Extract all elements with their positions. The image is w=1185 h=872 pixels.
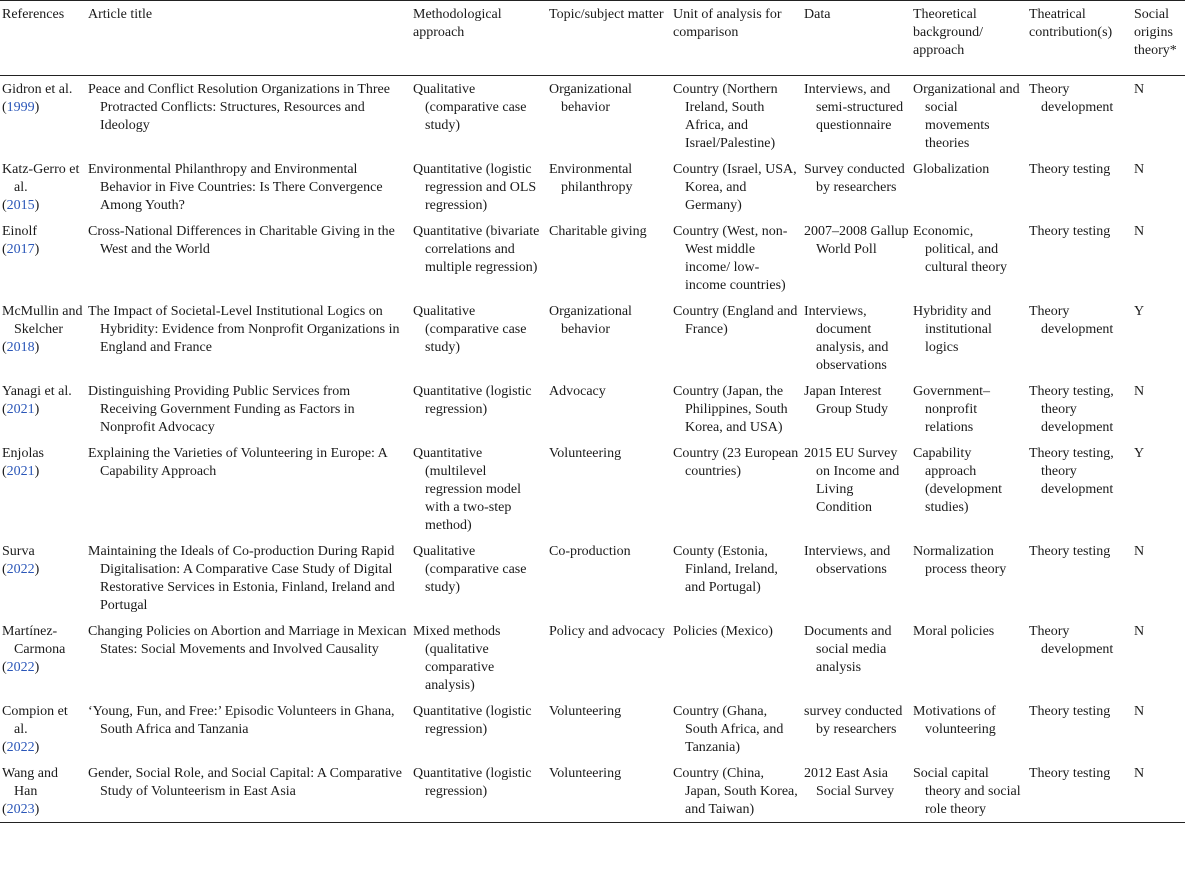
social-origins-flag: N bbox=[1134, 766, 1145, 781]
reference-year-link[interactable]: 2022 bbox=[6, 660, 35, 675]
data-text: 2012 East Asia Social Survey bbox=[804, 766, 895, 799]
method-text: Quantitative (logistic regression) bbox=[413, 766, 532, 799]
contribution-text: Theory testing bbox=[1029, 162, 1111, 177]
method-cell bbox=[411, 440, 547, 538]
data-text: Documents and social media analysis bbox=[804, 624, 892, 675]
contribution-cell bbox=[1027, 156, 1132, 218]
contribution-cell bbox=[1027, 618, 1132, 698]
reference-cell bbox=[0, 298, 86, 378]
article-title: Peace and Conflict Resolution Organizations in Three Protracted Conflicts: Structures, Resources and Ideology bbox=[88, 82, 390, 133]
data-text: Interviews, and observations bbox=[804, 544, 891, 577]
contribution-cell bbox=[1027, 76, 1132, 157]
table-row bbox=[0, 698, 1185, 760]
social-origins-cell bbox=[1132, 378, 1185, 440]
data-cell bbox=[802, 76, 911, 157]
contribution-text: Theory testing bbox=[1029, 544, 1111, 559]
reference-cell bbox=[0, 76, 86, 157]
method-text: Qualitative (comparative case study) bbox=[413, 304, 527, 355]
method-cell bbox=[411, 76, 547, 157]
reference-text: Compion et al. (2022) bbox=[2, 704, 68, 755]
article-title-cell bbox=[86, 618, 411, 698]
reference-year-link[interactable]: 2023 bbox=[6, 802, 35, 817]
theory-text: Organizational and social movements theories bbox=[913, 82, 1020, 151]
social-origins-cell bbox=[1132, 538, 1185, 618]
topic-text: Organizational behavior bbox=[549, 304, 632, 337]
social-origins-cell bbox=[1132, 440, 1185, 538]
theory-text: Government–nonprofit relations bbox=[913, 384, 990, 435]
data-text: Interviews, and semi-structured questionnaire bbox=[804, 82, 904, 133]
table-row bbox=[0, 76, 1185, 157]
topic-cell bbox=[547, 378, 671, 440]
data-text: Survey conducted by researchers bbox=[804, 162, 905, 195]
reference-year-link[interactable]: 2021 bbox=[6, 464, 35, 479]
contribution-cell bbox=[1027, 760, 1132, 823]
unit-cell bbox=[671, 298, 802, 378]
article-title: Cross-National Differences in Charitable Giving in the West and the World bbox=[88, 224, 395, 257]
article-title-cell bbox=[86, 156, 411, 218]
unit-cell bbox=[671, 156, 802, 218]
table-row bbox=[0, 618, 1185, 698]
reference-text: Martínez-Carmona (2022) bbox=[2, 624, 66, 675]
reference-authors: Einolf bbox=[2, 224, 37, 239]
reference-authors: Wang and Han bbox=[2, 766, 59, 799]
article-title: The Impact of Societal-Level Institutional Logics on Hybridity: Evidence from Nonprofit Organizations in England and France bbox=[88, 304, 400, 355]
reference-text: Enjolas (2021) bbox=[2, 446, 44, 479]
article-title: Gender, Social Role, and Social Capital: A Comparative Study of Volunteerism in East Asia bbox=[88, 766, 402, 799]
contribution-cell bbox=[1027, 218, 1132, 298]
theory-text: Moral policies bbox=[913, 624, 995, 639]
article-title-cell bbox=[86, 760, 411, 823]
col-header-theory: Theoretical background/ approach bbox=[913, 7, 983, 58]
contribution-cell bbox=[1027, 298, 1132, 378]
theory-cell bbox=[911, 538, 1027, 618]
theory-cell bbox=[911, 378, 1027, 440]
reference-text: Einolf (2017) bbox=[2, 224, 40, 257]
social-origins-flag: Y bbox=[1134, 304, 1145, 319]
social-origins-flag: N bbox=[1134, 544, 1145, 559]
data-cell bbox=[802, 156, 911, 218]
method-text: Qualitative (comparative case study) bbox=[413, 544, 527, 595]
col-header-references: References bbox=[2, 7, 65, 22]
social-origins-cell bbox=[1132, 760, 1185, 823]
header-row bbox=[0, 1, 1185, 76]
article-title-cell bbox=[86, 298, 411, 378]
method-text: Mixed methods (qualitative comparative analysis) bbox=[413, 624, 501, 693]
contribution-cell bbox=[1027, 698, 1132, 760]
theory-text: Social capital theory and social role theory bbox=[913, 766, 1021, 817]
method-cell bbox=[411, 538, 547, 618]
reference-year-link[interactable]: 2022 bbox=[6, 562, 35, 577]
unit-text: Country (China, Japan, South Korea, and Taiwan) bbox=[673, 766, 798, 817]
reference-cell bbox=[0, 156, 86, 218]
theory-cell bbox=[911, 618, 1027, 698]
article-title: Environmental Philanthropy and Environmental Behavior in Five Countries: Is There Convergence Among Youth? bbox=[88, 162, 383, 213]
article-title-cell bbox=[86, 76, 411, 157]
article-title-cell bbox=[86, 378, 411, 440]
col-header-article-title: Article title bbox=[88, 7, 153, 22]
reference-authors: McMullin and Skelcher bbox=[2, 304, 83, 337]
contribution-text: Theory testing, theory development bbox=[1029, 446, 1114, 497]
method-cell bbox=[411, 218, 547, 298]
topic-text: Organizational behavior bbox=[549, 82, 632, 115]
article-title-cell bbox=[86, 698, 411, 760]
social-origins-flag: N bbox=[1134, 384, 1145, 399]
social-origins-flag: N bbox=[1134, 624, 1145, 639]
topic-cell bbox=[547, 156, 671, 218]
social-origins-cell bbox=[1132, 156, 1185, 218]
col-header-social-origins: Social origins theory* bbox=[1134, 7, 1177, 58]
contribution-text: Theory development bbox=[1029, 82, 1114, 115]
reference-text: Yanagi et al. (2021) bbox=[2, 384, 72, 417]
topic-cell bbox=[547, 538, 671, 618]
table-row bbox=[0, 538, 1185, 618]
topic-cell bbox=[547, 440, 671, 538]
topic-cell bbox=[547, 698, 671, 760]
reference-authors: Gidron et al. bbox=[2, 82, 73, 97]
theory-text: Hybridity and institutional logics bbox=[913, 304, 992, 355]
contribution-text: Theory testing bbox=[1029, 224, 1111, 239]
unit-text: Country (England and France) bbox=[673, 304, 798, 337]
data-text: Interviews, document analysis, and observations bbox=[804, 304, 889, 373]
unit-text: Policies (Mexico) bbox=[673, 624, 773, 639]
topic-text: Charitable giving bbox=[549, 224, 647, 239]
reference-cell bbox=[0, 440, 86, 538]
topic-text: Environmental philanthropy bbox=[549, 162, 633, 195]
article-title: Distinguishing Providing Public Services from Receiving Government Funding as Factors in Nonprofit Advocacy bbox=[88, 384, 355, 435]
table-row bbox=[0, 156, 1185, 218]
data-cell bbox=[802, 440, 911, 538]
topic-cell bbox=[547, 218, 671, 298]
theory-cell bbox=[911, 76, 1027, 157]
method-text: Quantitative (logistic regression and OLS regression) bbox=[413, 162, 537, 213]
reference-year-link[interactable]: 2017 bbox=[6, 242, 35, 257]
article-title-cell bbox=[86, 440, 411, 538]
method-cell bbox=[411, 760, 547, 823]
table-row bbox=[0, 760, 1185, 823]
reference-year-link[interactable]: 2018 bbox=[6, 340, 35, 355]
article-title: Changing Policies on Abortion and Marriage in Mexican States: Social Movements and Involved Causality bbox=[88, 624, 407, 657]
method-cell bbox=[411, 298, 547, 378]
topic-cell bbox=[547, 298, 671, 378]
topic-text: Policy and advocacy bbox=[549, 624, 665, 639]
theory-text: Normalization process theory bbox=[913, 544, 1007, 577]
table-row bbox=[0, 440, 1185, 538]
social-origins-flag: N bbox=[1134, 162, 1145, 177]
reference-year-link[interactable]: 2015 bbox=[6, 198, 35, 213]
social-origins-cell bbox=[1132, 618, 1185, 698]
topic-text: Co-production bbox=[549, 544, 631, 559]
table-row bbox=[0, 378, 1185, 440]
unit-text: Country (23 European countries) bbox=[673, 446, 799, 479]
reference-text: Gidron et al. (1999) bbox=[2, 82, 73, 115]
unit-cell bbox=[671, 760, 802, 823]
social-origins-flag: N bbox=[1134, 224, 1145, 239]
method-text: Quantitative (multilevel regression model with a two-step method) bbox=[413, 446, 522, 533]
unit-text: Country (Israel, USA, Korea, and Germany) bbox=[673, 162, 797, 213]
social-origins-cell bbox=[1132, 76, 1185, 157]
reference-authors: Surva bbox=[2, 544, 35, 559]
method-cell bbox=[411, 618, 547, 698]
theory-text: Capability approach (development studies) bbox=[913, 446, 1002, 515]
theory-cell bbox=[911, 698, 1027, 760]
reference-cell bbox=[0, 760, 86, 823]
theory-text: Globalization bbox=[913, 162, 990, 177]
data-cell bbox=[802, 298, 911, 378]
data-text: 2007–2008 Gallup World Poll bbox=[804, 224, 909, 257]
theory-cell bbox=[911, 760, 1027, 823]
reference-authors: Enjolas bbox=[2, 446, 44, 461]
reference-text: McMullin and Skelcher (2018) bbox=[2, 304, 83, 355]
social-origins-flag: N bbox=[1134, 704, 1145, 719]
theory-cell bbox=[911, 298, 1027, 378]
topic-text: Volunteering bbox=[549, 704, 622, 719]
contribution-cell bbox=[1027, 440, 1132, 538]
unit-cell bbox=[671, 698, 802, 760]
col-header-contribution: Theatrical contribution(s) bbox=[1029, 7, 1113, 40]
data-cell bbox=[802, 378, 911, 440]
contribution-text: Theory testing bbox=[1029, 766, 1111, 781]
data-cell bbox=[802, 760, 911, 823]
table-row bbox=[0, 218, 1185, 298]
col-header-data: Data bbox=[804, 7, 831, 22]
theory-text: Economic, political, and cultural theory bbox=[913, 224, 1008, 275]
topic-cell bbox=[547, 76, 671, 157]
col-header-method: Methodological approach bbox=[413, 7, 502, 40]
method-cell bbox=[411, 378, 547, 440]
reference-text: Katz-Gerro et al. (2015) bbox=[2, 162, 80, 213]
table-row bbox=[0, 298, 1185, 378]
data-cell bbox=[802, 698, 911, 760]
reference-cell bbox=[0, 218, 86, 298]
data-text: survey conducted by researchers bbox=[804, 704, 903, 737]
unit-text: Country (West, non-West middle income/ low-income countries) bbox=[673, 224, 788, 293]
unit-cell bbox=[671, 538, 802, 618]
reference-cell bbox=[0, 618, 86, 698]
unit-text: County (Estonia, Finland, Ireland, and Portugal) bbox=[673, 544, 778, 595]
reference-authors: Compion et al. bbox=[2, 704, 68, 737]
social-origins-flag: N bbox=[1134, 82, 1145, 97]
reference-authors: Martínez-Carmona bbox=[2, 624, 66, 657]
theory-cell bbox=[911, 156, 1027, 218]
data-text: 2015 EU Survey on Income and Living Condition bbox=[804, 446, 900, 515]
method-cell bbox=[411, 698, 547, 760]
unit-text: Country (Northern Ireland, South Africa, and Israel/Palestine) bbox=[673, 82, 778, 151]
reference-cell bbox=[0, 538, 86, 618]
unit-cell bbox=[671, 76, 802, 157]
data-cell bbox=[802, 618, 911, 698]
col-header-topic: Topic/subject matter bbox=[549, 7, 664, 22]
topic-cell bbox=[547, 618, 671, 698]
reference-authors: Yanagi et al. bbox=[2, 384, 72, 399]
unit-cell bbox=[671, 378, 802, 440]
theory-cell bbox=[911, 440, 1027, 538]
unit-text: Country (Japan, the Philippines, South Korea, and USA) bbox=[673, 384, 788, 435]
contribution-text: Theory testing bbox=[1029, 704, 1111, 719]
reference-text: Wang and Han (2023) bbox=[2, 766, 59, 817]
method-text: Quantitative (logistic regression) bbox=[413, 384, 532, 417]
social-origins-cell bbox=[1132, 218, 1185, 298]
data-text: Japan Interest Group Study bbox=[804, 384, 888, 417]
social-origins-flag: Y bbox=[1134, 446, 1145, 461]
unit-cell bbox=[671, 218, 802, 298]
social-origins-cell bbox=[1132, 698, 1185, 760]
reference-cell bbox=[0, 698, 86, 760]
reference-year-link[interactable]: 1999 bbox=[6, 100, 35, 115]
topic-text: Advocacy bbox=[549, 384, 606, 399]
contribution-text: Theory development bbox=[1029, 304, 1114, 337]
contribution-text: Theory testing, theory development bbox=[1029, 384, 1114, 435]
unit-cell bbox=[671, 440, 802, 538]
contribution-cell bbox=[1027, 538, 1132, 618]
theory-text: Motivations of volunteering bbox=[913, 704, 996, 737]
article-title-cell bbox=[86, 218, 411, 298]
reference-text: Surva (2022) bbox=[2, 544, 40, 577]
reference-authors: Katz-Gerro et al. bbox=[2, 162, 80, 195]
theory-cell bbox=[911, 218, 1027, 298]
reference-cell bbox=[0, 378, 86, 440]
reference-year-link[interactable]: 2022 bbox=[6, 740, 35, 755]
method-text: Quantitative (bivariate correlations and multiple regression) bbox=[413, 224, 540, 275]
col-header-unit: Unit of analysis for comparison bbox=[673, 7, 782, 40]
article-title: Explaining the Varieties of Volunteering in Europe: A Capability Approach bbox=[88, 446, 388, 479]
article-title: ‘Young, Fun, and Free:’ Episodic Volunteers in Ghana, South Africa and Tanzania bbox=[88, 704, 395, 737]
article-title: Maintaining the Ideals of Co-production During Rapid Digitalisation: A Comparative Case Study of Digital Restorative Services in Estonia, Finland, Ireland and Portugal bbox=[88, 544, 395, 613]
unit-text: Country (Ghana, South Africa, and Tanzania) bbox=[673, 704, 784, 755]
reference-year-link[interactable]: 2021 bbox=[6, 402, 35, 417]
article-title-cell bbox=[86, 538, 411, 618]
method-text: Quantitative (logistic regression) bbox=[413, 704, 532, 737]
method-cell bbox=[411, 156, 547, 218]
topic-text: Volunteering bbox=[549, 446, 622, 461]
unit-cell bbox=[671, 618, 802, 698]
social-origins-cell bbox=[1132, 298, 1185, 378]
data-cell bbox=[802, 218, 911, 298]
topic-cell bbox=[547, 760, 671, 823]
contribution-text: Theory development bbox=[1029, 624, 1114, 657]
data-cell bbox=[802, 538, 911, 618]
contribution-cell bbox=[1027, 378, 1132, 440]
topic-text: Volunteering bbox=[549, 766, 622, 781]
method-text: Qualitative (comparative case study) bbox=[413, 82, 527, 133]
